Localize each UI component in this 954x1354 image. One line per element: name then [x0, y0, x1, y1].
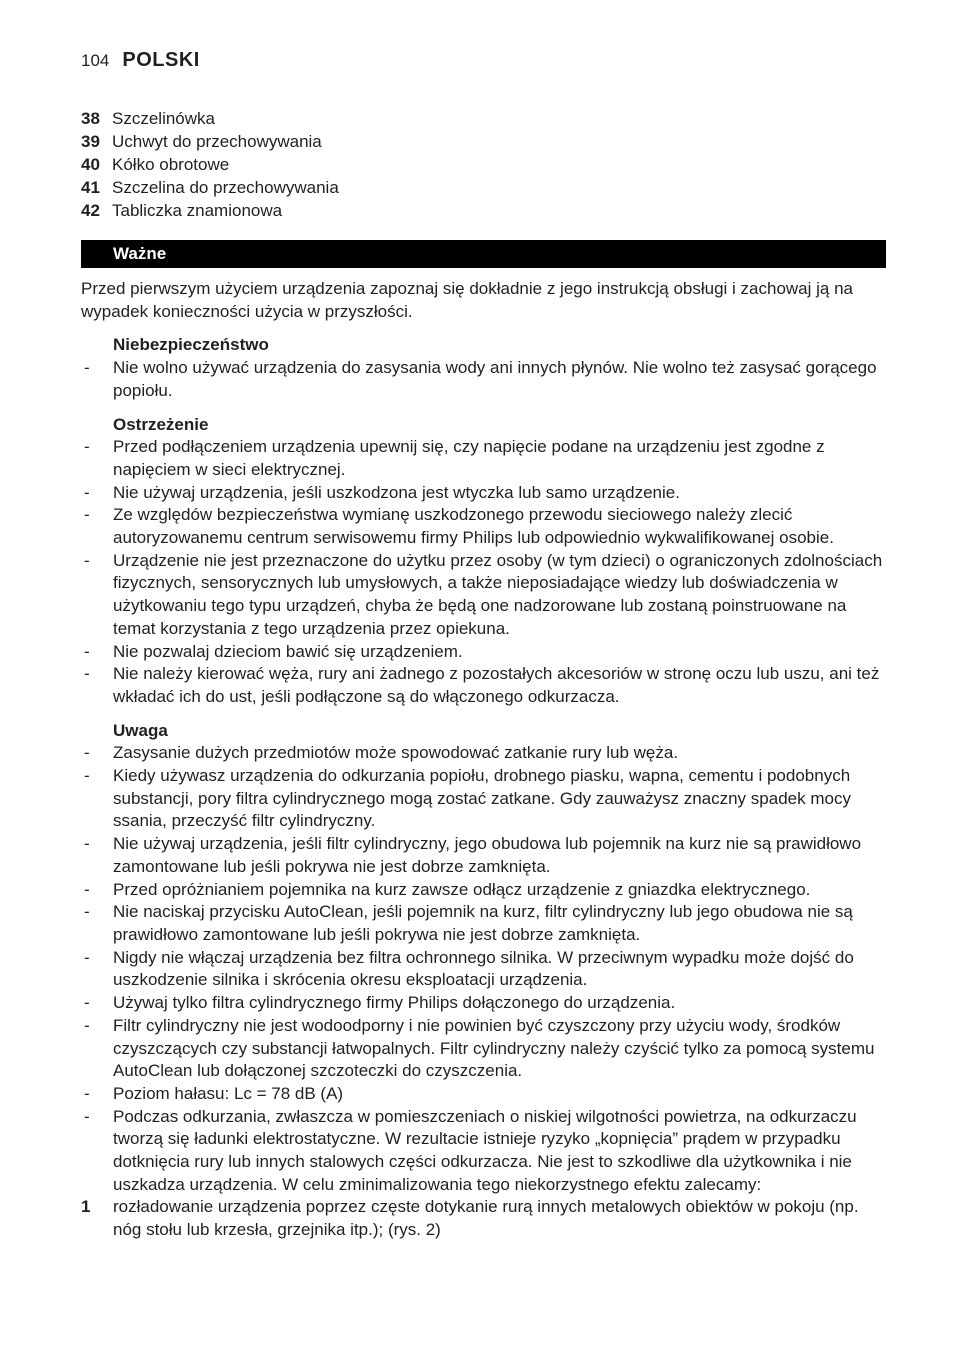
item-text: Przed opróżnianiem pojemnika na kurz zawsze odłącz urządzenie z gniazdka elektrycznego.: [113, 879, 811, 899]
bullet-dash: -: [84, 993, 90, 1013]
item-text: Ze względów bezpieczeństwa wymianę uszkodzonego przewodu sieciowego należy zlecić autoryzowanemu centrum serwisowemu firmy Philips lub odpowiednio wykwalifikowanej osobie.: [113, 505, 834, 548]
part-label: Szczelina do przechowywania: [112, 178, 339, 197]
bullet-dash: -: [84, 902, 90, 922]
list-item: [81, 947, 886, 992]
section-title-bar: [81, 240, 886, 268]
list-item: [81, 901, 886, 946]
list-item: [81, 550, 886, 641]
list-item: [81, 130, 886, 153]
part-number: 39: [81, 132, 100, 151]
list-item: [81, 436, 886, 481]
list-item: [81, 765, 886, 833]
part-label: Tabliczka znamionowa: [112, 201, 283, 220]
item-text: Używaj tylko filtra cylindrycznego firmy Philips dołączonego do urządzenia.: [113, 993, 676, 1013]
part-label: Kółko obrotowe: [112, 155, 230, 174]
language-heading: POLSKI: [122, 49, 200, 71]
bullet-dash: -: [84, 550, 90, 570]
list-item: [81, 833, 886, 878]
page-number: 104: [81, 51, 110, 70]
list-item: [81, 357, 886, 402]
item-text: Kiedy używasz urządzenia do odkurzania popiołu, drobnego piasku, wapna, cementu i podobnych substancji, pory filtra cylindrycznego mogą zostać zatkane. Gdy zauważysz znaczny spadek mocy ssania, przeczyść filtr cylindryczny.: [113, 766, 851, 831]
item-text: Filtr cylindryczny nie jest wodoodporny i nie powinien być czyszczony przy użyciu wody, środków czyszczących czy substancji łatwopalnych. Filtr cylindryczny należy czyścić tylko za pomocą systemu AutoClean lub dołączonej szczoteczki do czyszczenia.: [113, 1015, 875, 1081]
list-item: [81, 176, 886, 199]
intro-paragraph: Przed pierwszym użyciem urządzenia zapoznaj się dokładnie z jego instrukcją obsługi i zachowaj ją na wypadek konieczności użycia w przyszłości.: [81, 279, 853, 321]
step-number: 1: [81, 1197, 91, 1217]
bullet-dash: -: [84, 505, 90, 525]
parts-list: [81, 107, 886, 222]
section-content: [81, 278, 886, 1242]
part-number: 42: [81, 201, 100, 220]
item-text: Nie używaj urządzenia, jeśli filtr cylindryczny, jego obudowa lub pojemnik na kurz nie są prawidłowo zamontowane lub jeśli pokrywa nie jest dobrze zamknięta.: [113, 834, 862, 876]
list-item: [81, 663, 886, 708]
list-item: [81, 199, 886, 222]
bullet-dash: -: [84, 834, 90, 854]
list-item: [81, 1015, 886, 1083]
bullet-dash: -: [84, 437, 90, 457]
bullet-dash: -: [84, 879, 90, 899]
item-text: Zasysanie dużych przedmiotów może spowodować zatkanie rury lub węża.: [113, 743, 679, 763]
list-item: [81, 504, 886, 549]
item-text: Nie pozwalaj dzieciom bawić się urządzeniem.: [113, 641, 463, 661]
item-text: Nie wolno używać urządzenia do zasysania wody ani innych płynów. Nie wolno też zasysać gorącego popiołu.: [113, 358, 877, 400]
part-number: 38: [81, 109, 100, 128]
numbered-step: [81, 1196, 886, 1241]
list-item: [81, 1083, 886, 1106]
bullet-dash: -: [84, 664, 90, 684]
bullet-dash: -: [84, 743, 90, 763]
list-item: [81, 742, 886, 765]
step-text: rozładowanie urządzenia poprzez częste dotykanie rurą innych metalowych obiektów w pokoju (np. nóg stołu lub krzesła, grzejnika itp.); (rys. 2): [113, 1197, 859, 1240]
item-text: Nigdy nie włączaj urządzenia bez filtra ochronnego silnika. W przeciwnym wypadku może dojść do uszkodzenie silnika i skrócenia okresu eksploatacji urządzenia.: [113, 947, 854, 990]
bullet-dash: -: [84, 766, 90, 786]
section-title: Ważne: [113, 244, 167, 263]
item-text: Urządzenie nie jest przeznaczone do użytku przez osoby (w tym dzieci) o ograniczonych zdolnościach fizycznych, sensorycznych lub umysłowych, a także nieposiadające wiedzy lub doświadczenia w użytkowaniu tego typu urządzeń, chyba że będą one nadzorowane lub zostaną poinstruowane na temat korzystania z tego urządzenia przez opiekuna.: [113, 550, 883, 638]
bullet-dash: -: [84, 1015, 90, 1035]
item-text: Nie naciskaj przycisku AutoClean, jeśli pojemnik na kurz, filtr cylindryczny lub jego obudowa nie są prawidłowo zamontowane lub jeśli pokrywa nie jest dobrze zamknięta.: [113, 902, 853, 944]
part-number: 41: [81, 178, 100, 197]
caution-heading: Uwaga: [113, 720, 168, 740]
list-item: [81, 879, 886, 902]
bullet-dash: -: [84, 641, 90, 661]
part-label: Szczelinówka: [112, 109, 215, 128]
list-item: [81, 641, 886, 664]
bullet-dash: -: [84, 482, 90, 502]
list-item: [81, 1106, 886, 1197]
bullet-dash: -: [84, 1083, 90, 1103]
bullet-dash: -: [84, 358, 90, 378]
item-text: Poziom hałasu: Lc = 78 dB (A): [113, 1083, 344, 1103]
bullet-dash: -: [84, 1106, 90, 1126]
warning-heading: Ostrzeżenie: [113, 414, 209, 434]
item-text: Nie należy kierować węża, rury ani żadnego z pozostałych akcesoriów w stronę oczu lub uszu, ani też wkładać ich do ust, jeśli podłączone są do włączonego odkurzacza.: [113, 664, 880, 706]
item-text: Nie używaj urządzenia, jeśli uszkodzona jest wtyczka lub samo urządzenie.: [113, 482, 680, 502]
list-item: [81, 482, 886, 505]
part-label: Uchwyt do przechowywania: [112, 132, 322, 151]
list-item: [81, 992, 886, 1015]
bullet-dash: -: [84, 947, 90, 967]
item-text: Podczas odkurzania, zwłaszcza w pomieszczeniach o niskiej wilgotności powietrza, na odkurzaczu tworzą się ładunki elektrostatyczne. W rezultacie istnieje ryzyko „kopnięcia” prądem w przypadku dotknięcia rury lub innych stalowych części odkurzacza. Nie jest to szkodliwe dla użytkownika i nie uszkadza urządzenia. W celu zminimalizowania tego niekorzystnego efektu zalecamy:: [113, 1106, 857, 1194]
list-item: [81, 107, 886, 130]
item-text: Przed podłączeniem urządzenia upewnij się, czy napięcie podane na urządzeniu jest zgodne z napięciem w sieci elektrycznej.: [113, 437, 825, 479]
danger-heading: Niebezpieczeństwo: [113, 335, 269, 355]
part-number: 40: [81, 155, 100, 174]
list-item: [81, 153, 886, 176]
page-header: [81, 47, 200, 74]
